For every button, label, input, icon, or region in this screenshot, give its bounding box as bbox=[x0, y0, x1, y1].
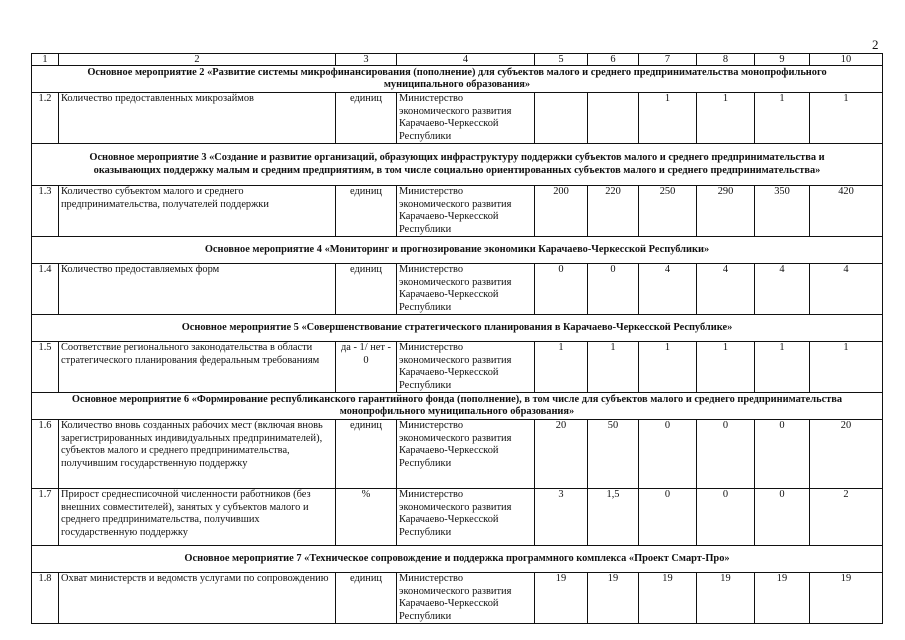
value-cell: 4 bbox=[639, 264, 697, 315]
value-cell: 250 bbox=[639, 186, 697, 237]
value-cell: 19 bbox=[810, 573, 883, 624]
value-cell: 19 bbox=[588, 573, 639, 624]
value-cell: 0 bbox=[535, 264, 588, 315]
section-title: Основное мероприятие 7 «Техническое сопровождение и поддержка программного комплекса «Проект Смарт-Про» bbox=[32, 546, 883, 573]
unit-of-measure: да - 1/ нет - 0 bbox=[336, 342, 397, 393]
value-cell: 4 bbox=[697, 264, 755, 315]
table-row bbox=[32, 93, 883, 144]
column-header-9: 9 bbox=[755, 54, 810, 66]
row-number: 1.3 bbox=[32, 186, 59, 237]
value-cell: 19 bbox=[697, 573, 755, 624]
row-number: 1.6 bbox=[32, 420, 59, 489]
responsible-organization: Министерство экономического развития Карачаево-Черкесской Республики bbox=[397, 93, 535, 144]
row-number: 1.5 bbox=[32, 342, 59, 393]
value-cell: 0 bbox=[639, 489, 697, 546]
value-cell: 0 bbox=[639, 420, 697, 489]
section-title: Основное мероприятие 3 «Создание и развитие организаций, образующих инфраструктуру поддержки субъектов малого и среднего предпринимательства и оказывающих поддержку малым и средним предприятиям, в том числе социально ориентированных субъектов малого и среднего предпринимательства» bbox=[32, 144, 883, 186]
column-header-8: 8 bbox=[697, 54, 755, 66]
responsible-organization: Министерство экономического развития Карачаево-Черкесской Республики bbox=[397, 342, 535, 393]
indicator-name: Количество предоставляемых форм bbox=[59, 264, 336, 315]
value-cell: 220 bbox=[588, 186, 639, 237]
column-header-5: 5 bbox=[535, 54, 588, 66]
value-cell: 200 bbox=[535, 186, 588, 237]
section-row bbox=[32, 315, 883, 342]
column-header-3: 3 bbox=[336, 54, 397, 66]
responsible-organization: Министерство экономического развития Карачаево-Черкесской Республики bbox=[397, 420, 535, 489]
unit-of-measure: единиц bbox=[336, 186, 397, 237]
unit-of-measure: % bbox=[336, 489, 397, 546]
row-number: 1.2 bbox=[32, 93, 59, 144]
table-row bbox=[32, 264, 883, 315]
table-row bbox=[32, 573, 883, 624]
responsible-organization: Министерство экономического развития Карачаево-Черкесской Республики bbox=[397, 264, 535, 315]
value-cell: 50 bbox=[588, 420, 639, 489]
value-cell: 1 bbox=[697, 342, 755, 393]
value-cell: 20 bbox=[810, 420, 883, 489]
table-row bbox=[32, 489, 883, 546]
value-cell: 20 bbox=[535, 420, 588, 489]
section-row bbox=[32, 546, 883, 573]
row-number: 1.7 bbox=[32, 489, 59, 546]
value-cell: 350 bbox=[755, 186, 810, 237]
unit-of-measure: единиц bbox=[336, 573, 397, 624]
unit-of-measure: единиц bbox=[336, 420, 397, 489]
table-row bbox=[32, 420, 883, 489]
value-cell: 1 bbox=[755, 93, 810, 144]
value-cell: 2 bbox=[810, 489, 883, 546]
value-cell: 19 bbox=[639, 573, 697, 624]
table-row bbox=[32, 186, 883, 237]
value-cell: 0 bbox=[755, 489, 810, 546]
section-row bbox=[32, 66, 883, 93]
value-cell: 3 bbox=[535, 489, 588, 546]
responsible-organization: Министерство экономического развития Карачаево-Черкесской Республики bbox=[397, 489, 535, 546]
column-header-10: 10 bbox=[810, 54, 883, 66]
value-cell: 1 bbox=[755, 342, 810, 393]
responsible-organization: Министерство экономического развития Карачаево-Черкесской Республики bbox=[397, 186, 535, 237]
indicator-name: Соответствие регионального законодательства в области стратегического планирования федеральным требованиям bbox=[59, 342, 336, 393]
section-row bbox=[32, 144, 883, 186]
value-cell: 0 bbox=[588, 264, 639, 315]
indicator-name: Прирост среднесписочной численности работников (без внешних совместителей), занятых у субъектов малого и среднего предпринимательства, получивших государственную поддержку bbox=[59, 489, 336, 546]
column-header-1: 1 bbox=[32, 54, 59, 66]
row-number: 1.4 bbox=[32, 264, 59, 315]
indicators-table bbox=[31, 53, 883, 624]
value-cell: 1 bbox=[810, 342, 883, 393]
column-header-4: 4 bbox=[397, 54, 535, 66]
value-cell: 1 bbox=[639, 342, 697, 393]
indicator-name: Охват министерств и ведомств услугами по сопровождению bbox=[59, 573, 336, 624]
column-number-header bbox=[32, 54, 883, 66]
value-cell: 1 bbox=[535, 342, 588, 393]
section-title: Основное мероприятие 5 «Совершенствование стратегического планирования в Карачаево-Черкесской Республике» bbox=[32, 315, 883, 342]
value-cell: 420 bbox=[810, 186, 883, 237]
value-cell: 1 bbox=[639, 93, 697, 144]
table-body bbox=[32, 54, 883, 624]
value-cell: 1 bbox=[697, 93, 755, 144]
value-cell: 19 bbox=[535, 573, 588, 624]
section-title: Основное мероприятие 6 «Формирование республиканского гарантийного фонда (пополнение), в том числе для субъектов малого и среднего предпринимательства монопрофильного муниципального образования» bbox=[32, 393, 883, 420]
value-cell: 0 bbox=[697, 420, 755, 489]
section-row bbox=[32, 393, 883, 420]
value-cell: 1 bbox=[588, 342, 639, 393]
value-cell: 0 bbox=[755, 420, 810, 489]
section-row bbox=[32, 237, 883, 264]
value-cell: 19 bbox=[755, 573, 810, 624]
section-title: Основное мероприятие 4 «Мониторинг и прогнозирование экономики Карачаево-Черкесской Республики» bbox=[32, 237, 883, 264]
section-title: Основное мероприятие 2 «Развитие системы микрофинансирования (пополнение) для субъектов малого и среднего предпринимательства монопрофильного муниципального образования» bbox=[32, 66, 883, 93]
value-cell bbox=[535, 93, 588, 144]
value-cell: 1 bbox=[810, 93, 883, 144]
value-cell: 4 bbox=[810, 264, 883, 315]
table-row bbox=[32, 342, 883, 393]
value-cell: 0 bbox=[697, 489, 755, 546]
value-cell: 1,5 bbox=[588, 489, 639, 546]
column-header-6: 6 bbox=[588, 54, 639, 66]
column-header-7: 7 bbox=[639, 54, 697, 66]
indicator-name: Количество субъектом малого и среднего предпринимательства, получателей поддержки bbox=[59, 186, 336, 237]
indicator-name: Количество предоставленных микрозаймов bbox=[59, 93, 336, 144]
value-cell bbox=[588, 93, 639, 144]
value-cell: 4 bbox=[755, 264, 810, 315]
page-number: 2 bbox=[872, 37, 879, 52]
value-cell: 290 bbox=[697, 186, 755, 237]
unit-of-measure: единиц bbox=[336, 264, 397, 315]
responsible-organization: Министерство экономического развития Карачаево-Черкесской Республики bbox=[397, 573, 535, 624]
indicator-name: Количество вновь созданных рабочих мест (включая вновь зарегистрированных индивидуальных предпринимателей), субъектов малого и среднего предпринимательства, получившим государственную поддержку bbox=[59, 420, 336, 489]
row-number: 1.8 bbox=[32, 573, 59, 624]
column-header-2: 2 bbox=[59, 54, 336, 66]
unit-of-measure: единиц bbox=[336, 93, 397, 144]
